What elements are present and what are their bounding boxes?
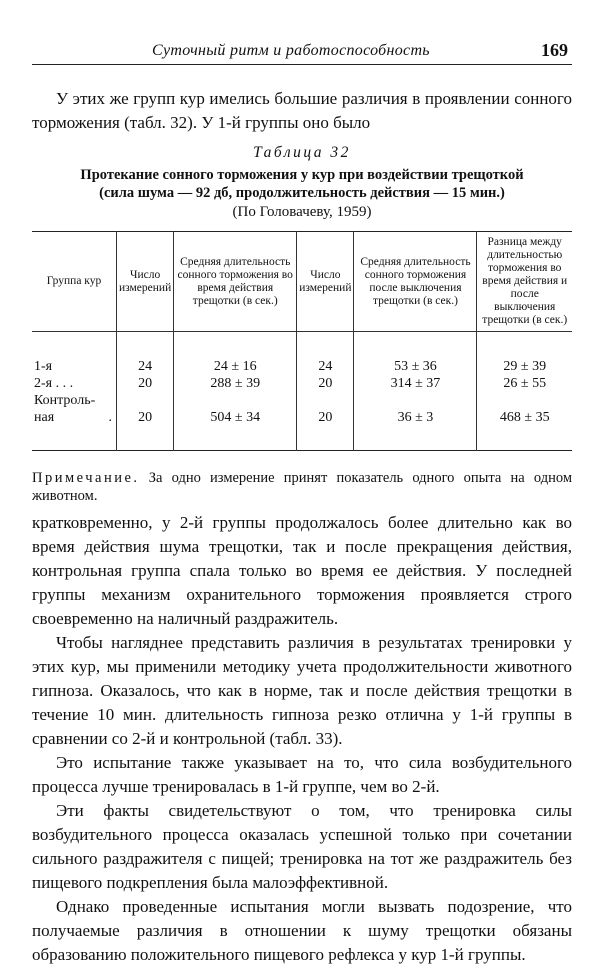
page-number: 169: [541, 40, 568, 60]
cell-difference: 26 ± 55: [477, 375, 572, 392]
cell-during: 24 ± 16: [174, 358, 297, 375]
cell-count-1: 20: [117, 392, 174, 451]
table-spacer-row: [32, 332, 572, 359]
paragraph: Это испытание также указывает на то, что сила возбудительного процесса лучше тренировалась в 1-й группе, чем во 2-й.: [32, 753, 572, 796]
table-title: [32, 166, 572, 202]
cell-difference: 468 ± 35: [477, 392, 572, 451]
table-row: [32, 375, 572, 392]
note-text: За одно измерение принят показатель одного опыта на одном животном.: [32, 470, 572, 504]
cell-count-2: 20: [297, 375, 354, 392]
cell-group: 1-я: [34, 359, 53, 374]
cell-group-line-1: Контроль-: [34, 393, 96, 408]
paragraph: Однако проведенные испытания могли вызвать подозрение, что получаемые различия в отношении к шуму трещотки обязаны образованию положительного пищевого рефлекса у кур 1-й группы.: [32, 897, 572, 964]
intro-paragraph: У этих же групп кур имелись большие различия в проявлении сонного торможения (табл. 32). У 1-й группы оно было: [32, 89, 572, 132]
cell-during: 288 ± 39: [174, 375, 297, 392]
cell-after: 53 ± 36: [354, 358, 477, 375]
cell-after: 36 ± 3: [354, 392, 477, 451]
running-head: [32, 40, 572, 65]
header-group: Группа кур: [46, 275, 102, 287]
cell-count-2: 20: [297, 392, 354, 451]
table-title-line-1: Протекание сонного торможения у кур при воздействии трещоткой: [80, 167, 524, 183]
paragraph: Чтобы нагляднее представить различия в результатах тренировки у этих кур, мы применили методику учета продолжительности животного гипноза. Оказалось, что как в норме, так и после действия трещотки в течение 10 мин. длительность гипноза резко отлична у 1-й группы в сравнении со 2-й и контрольной (табл. 33).: [32, 633, 572, 748]
table-title-line-2: (сила шума — 92 дб, продолжительность действия — 15 мин.): [99, 185, 505, 201]
data-table: [32, 231, 572, 451]
paragraph: кратковременно, у 2-й группы продолжалось более длительно как во время действия шума трещотки, так и после прекращения действия, контрольная группа спала только во время ее действия. У последней группы механизм охранительного торможения проявляется строго своевременно на наличный раздражитель.: [32, 513, 572, 628]
cell-count-2: 24: [297, 358, 354, 375]
cell-count-1: 20: [117, 375, 174, 392]
cell-after: 314 ± 37: [354, 375, 477, 392]
table-label: Таблица 32: [253, 144, 351, 161]
book-page: [32, 40, 572, 967]
table-row: [32, 392, 572, 451]
cell-group-dot: .: [108, 410, 112, 425]
table-source: (По Головачеву, 1959): [232, 204, 372, 220]
header-during: Средняя длительность сонного торможения во время действия трещотки (в сек.): [174, 232, 297, 332]
cell-group-line-2: ная: [34, 410, 55, 425]
running-title: Суточный ритм и работоспособность: [152, 42, 430, 59]
header-count-2: Число измерений: [297, 232, 354, 332]
cell-during: 504 ± 34: [174, 392, 297, 451]
header-difference: Разница между длительностью торможения во время действия и после выключения трещотки (в сек.): [477, 232, 572, 332]
note-label: Примечание.: [32, 470, 140, 486]
header-count-1: Число измерений: [117, 232, 174, 332]
cell-count-1: 24: [117, 358, 174, 375]
cell-difference: 29 ± 39: [477, 358, 572, 375]
table-row: [32, 358, 572, 375]
cell-group: 2-я . . .: [34, 376, 74, 391]
table-note: [32, 469, 572, 505]
table-header-row: [32, 232, 572, 332]
paragraph: Эти факты свидетельствуют о том, что тренировка силы возбудительного процесса оказалась успешной только при сочетании сильного раздражителя с пищей; тренировка на тот же раздражитель без пищевого подкрепления была малоэффективной.: [32, 801, 572, 892]
header-after: Средняя длительность сонного торможения после выключения трещотки (в сек.): [354, 232, 477, 332]
cell-group: [32, 392, 117, 451]
